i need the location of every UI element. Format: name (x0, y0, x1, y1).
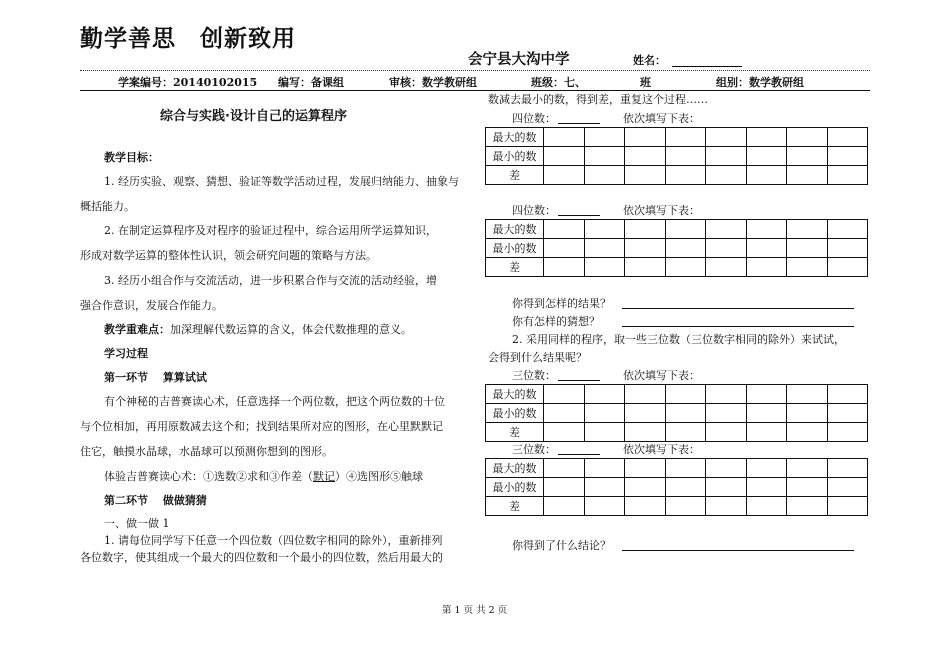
continuation-line: 数减去最小的数，得到差，重复这个过程…… (488, 93, 708, 106)
cell[interactable] (787, 147, 828, 166)
table-row (486, 258, 868, 277)
cell[interactable] (827, 423, 868, 442)
result-question: 你得到怎样的结果？ (512, 297, 611, 310)
class-label: 班级：七、 (531, 76, 586, 89)
cell[interactable] (706, 423, 747, 442)
guess-answer-line[interactable] (622, 326, 854, 327)
cell[interactable] (665, 258, 706, 277)
subsection-1: 一、做一做 1 (104, 517, 170, 530)
cell[interactable] (787, 239, 828, 258)
cell[interactable] (625, 220, 666, 239)
four-digit-label-1: 四位数： (512, 112, 556, 125)
three-digit-label-2: 三位数： (512, 443, 556, 456)
cell[interactable] (665, 459, 706, 478)
cell[interactable] (746, 385, 787, 404)
cell[interactable] (584, 239, 625, 258)
cell[interactable] (544, 166, 585, 185)
goal3-line2: 强合作意识，发展合作能力。 (80, 299, 223, 312)
row-label-max: 最大的数 (486, 128, 544, 147)
cell[interactable] (625, 147, 666, 166)
question2-line2: 会得到什么结果呢？ (488, 351, 587, 364)
cell[interactable] (665, 220, 706, 239)
table-row (486, 220, 868, 239)
cell[interactable] (665, 128, 706, 147)
cell[interactable] (544, 239, 585, 258)
page-footer: 第 1 页 共 2 页 (442, 605, 508, 616)
cell[interactable] (827, 128, 868, 147)
cell[interactable] (665, 478, 706, 497)
key-points-label: 教学重难点： (104, 323, 170, 336)
cell[interactable] (665, 385, 706, 404)
cell[interactable] (706, 258, 747, 277)
row-label-min: 最小的数 (486, 404, 544, 423)
table-row (486, 147, 868, 166)
cell[interactable] (746, 258, 787, 277)
table-row (486, 166, 868, 185)
steps-text-underlined: 默记 (313, 470, 335, 483)
steps-text-b: ）④选图形⑤触球 (335, 470, 423, 483)
goal1-line2: 概括能力。 (80, 200, 135, 213)
cell[interactable] (827, 147, 868, 166)
section1-line2: 与个位相加，再用原数减去这个和；找到结果所对应的图形，在心里默默记 (80, 420, 443, 433)
process-heading: 学习过程 (104, 347, 148, 360)
cell[interactable] (544, 497, 585, 516)
cell[interactable] (625, 423, 666, 442)
cell[interactable] (746, 404, 787, 423)
row-label-diff: 差 (486, 166, 544, 185)
school-name: 会宁县大沟中学 (468, 52, 570, 68)
cell[interactable] (584, 258, 625, 277)
cell[interactable] (625, 497, 666, 516)
question1-line2: 各位数字，使其组成一个最大的四位数和一个最小的四位数，然后用最大的 (80, 551, 443, 564)
fill-label-4: 依次填写下表： (623, 443, 700, 456)
four-digit-blank-2[interactable] (558, 215, 600, 216)
cell[interactable] (706, 385, 747, 404)
cell[interactable] (625, 166, 666, 185)
cell[interactable] (544, 128, 585, 147)
conclusion-answer-line[interactable] (622, 550, 854, 551)
cell[interactable] (665, 166, 706, 185)
cell[interactable] (787, 385, 828, 404)
table-row (486, 128, 868, 147)
cell[interactable] (706, 497, 747, 516)
results-table-2 (485, 219, 868, 277)
cell[interactable] (746, 166, 787, 185)
cell[interactable] (827, 404, 868, 423)
motto: 勤学善思 创新致用 (80, 26, 296, 52)
cell[interactable] (787, 166, 828, 185)
row-label-min: 最小的数 (486, 147, 544, 166)
three-digit-label-1: 三位数： (512, 369, 556, 382)
cell[interactable] (827, 497, 868, 516)
row-label-max: 最大的数 (486, 220, 544, 239)
cell[interactable] (584, 385, 625, 404)
three-digit-blank-1[interactable] (558, 380, 600, 381)
cell[interactable] (625, 258, 666, 277)
header-divider-bottom (80, 90, 870, 91)
row-label-min: 最小的数 (486, 239, 544, 258)
goal2-line2: 形成对数学运算的整体性认识，领会研究问题的策略与方法。 (80, 249, 377, 262)
fill-label-2: 依次填写下表： (623, 204, 700, 217)
cell[interactable] (706, 147, 747, 166)
cell[interactable] (584, 478, 625, 497)
key-points-text: 加深理解代数运算的含义，体会代数推理的意义。 (170, 323, 412, 336)
cell[interactable] (706, 404, 747, 423)
result-answer-line[interactable] (622, 308, 854, 309)
cell[interactable] (746, 478, 787, 497)
cell[interactable] (746, 423, 787, 442)
results-table-3 (485, 384, 868, 442)
row-label-diff: 差 (486, 423, 544, 442)
cell[interactable] (827, 258, 868, 277)
cell[interactable] (827, 220, 868, 239)
cell[interactable] (584, 423, 625, 442)
cell[interactable] (665, 404, 706, 423)
section1-heading: 第一环节 算算试试 (104, 371, 207, 384)
cell[interactable] (584, 220, 625, 239)
name-blank[interactable] (672, 66, 742, 67)
page-title: 综合与实践·设计自己的运算程序 (160, 109, 347, 124)
cell[interactable] (544, 459, 585, 478)
cell[interactable] (544, 404, 585, 423)
group: 组别：数学教研组 (716, 76, 804, 89)
mind-reading-steps (104, 469, 423, 485)
cell[interactable] (544, 220, 585, 239)
cell[interactable] (787, 258, 828, 277)
cell[interactable] (827, 166, 868, 185)
cell[interactable] (787, 404, 828, 423)
cell[interactable] (827, 459, 868, 478)
author: 编写：备课组 (278, 76, 344, 89)
cell[interactable] (706, 459, 747, 478)
table-row (486, 478, 868, 497)
cell[interactable] (584, 147, 625, 166)
key-points (104, 322, 412, 338)
cell[interactable] (787, 423, 828, 442)
header-divider-top (80, 70, 870, 71)
cell[interactable] (665, 239, 706, 258)
section2-heading: 第二环节 做做猜猜 (104, 494, 207, 507)
conclusion-question: 你得到了什么结论？ (512, 539, 611, 552)
goal1-line1: 1. 经历实验、观察、猜想、验证等数学活动过程，发展归纳能力、抽象与 (104, 175, 459, 188)
cell[interactable] (544, 258, 585, 277)
cell[interactable] (706, 128, 747, 147)
cell[interactable] (584, 128, 625, 147)
fill-label-3: 依次填写下表： (623, 369, 700, 382)
three-digit-blank-2[interactable] (558, 454, 600, 455)
cell[interactable] (787, 220, 828, 239)
reviewer: 审核：数学教研组 (389, 76, 477, 89)
cell[interactable] (625, 239, 666, 258)
cell[interactable] (625, 404, 666, 423)
cell[interactable] (625, 459, 666, 478)
cell[interactable] (787, 497, 828, 516)
cell[interactable] (625, 128, 666, 147)
row-label-max: 最大的数 (486, 459, 544, 478)
question1-line1: 1. 请每位同学写下任意一个四位数（四位数字相同的除外），重新排列 (104, 534, 443, 547)
class-suffix: 班 (640, 76, 651, 89)
row-label-min: 最小的数 (486, 478, 544, 497)
cell[interactable] (584, 166, 625, 185)
cell[interactable] (584, 459, 625, 478)
cell[interactable] (544, 423, 585, 442)
table-row (486, 239, 868, 258)
cell[interactable] (746, 147, 787, 166)
four-digit-label-2: 四位数： (512, 204, 556, 217)
cell[interactable] (746, 128, 787, 147)
results-table-4 (485, 458, 868, 516)
cell[interactable] (625, 478, 666, 497)
results-table-1 (485, 127, 868, 185)
goals-heading: 教学目标： (104, 151, 159, 164)
cell[interactable] (827, 385, 868, 404)
cell[interactable] (706, 166, 747, 185)
table-row (486, 459, 868, 478)
case-number: 学案编号：20140102015 (118, 76, 258, 89)
cell[interactable] (544, 147, 585, 166)
guess-question: 你有怎样的猜想？ (512, 315, 600, 328)
cell[interactable] (827, 239, 868, 258)
goal2-line1: 2. 在制定运算程序及对程序的验证过程中，综合运用所学运算知识， (104, 224, 437, 237)
cell[interactable] (746, 497, 787, 516)
cell[interactable] (827, 478, 868, 497)
cell[interactable] (665, 147, 706, 166)
goal3-line1: 3. 经历小组合作与交流活动，进一步积累合作与交流的活动经验，增 (104, 274, 437, 287)
question2-line1: 2. 采用同样的程序，取一些三位数（三位数字相同的除外）来试试， (512, 333, 845, 346)
cell[interactable] (584, 497, 625, 516)
table-row (486, 497, 868, 516)
cell[interactable] (746, 220, 787, 239)
section1-line3: 住它，触摸水晶球，水晶球可以预测你想到的图形。 (80, 445, 333, 458)
row-label-diff: 差 (486, 497, 544, 516)
cell[interactable] (665, 497, 706, 516)
row-label-diff: 差 (486, 258, 544, 277)
cell[interactable] (746, 239, 787, 258)
section1-line1: 有个神秘的吉普赛读心术，任意选择一个两位数，把这个两位数的十位 (104, 395, 445, 408)
name-label: 姓名： (633, 54, 666, 67)
cell[interactable] (544, 478, 585, 497)
cell[interactable] (625, 385, 666, 404)
four-digit-blank-1[interactable] (558, 123, 600, 124)
cell[interactable] (787, 128, 828, 147)
table-row (486, 404, 868, 423)
cell[interactable] (584, 404, 625, 423)
table-row (486, 385, 868, 404)
row-label-max: 最大的数 (486, 385, 544, 404)
steps-text-a: 体验吉普赛读心术：①选数②求和③作差（ (104, 470, 313, 483)
cell[interactable] (544, 385, 585, 404)
table-row (486, 423, 868, 442)
cell[interactable] (746, 459, 787, 478)
cell[interactable] (787, 459, 828, 478)
fill-label-1: 依次填写下表： (623, 112, 700, 125)
cell[interactable] (706, 220, 747, 239)
cell[interactable] (665, 423, 706, 442)
cell[interactable] (706, 478, 747, 497)
cell[interactable] (787, 478, 828, 497)
cell[interactable] (706, 239, 747, 258)
